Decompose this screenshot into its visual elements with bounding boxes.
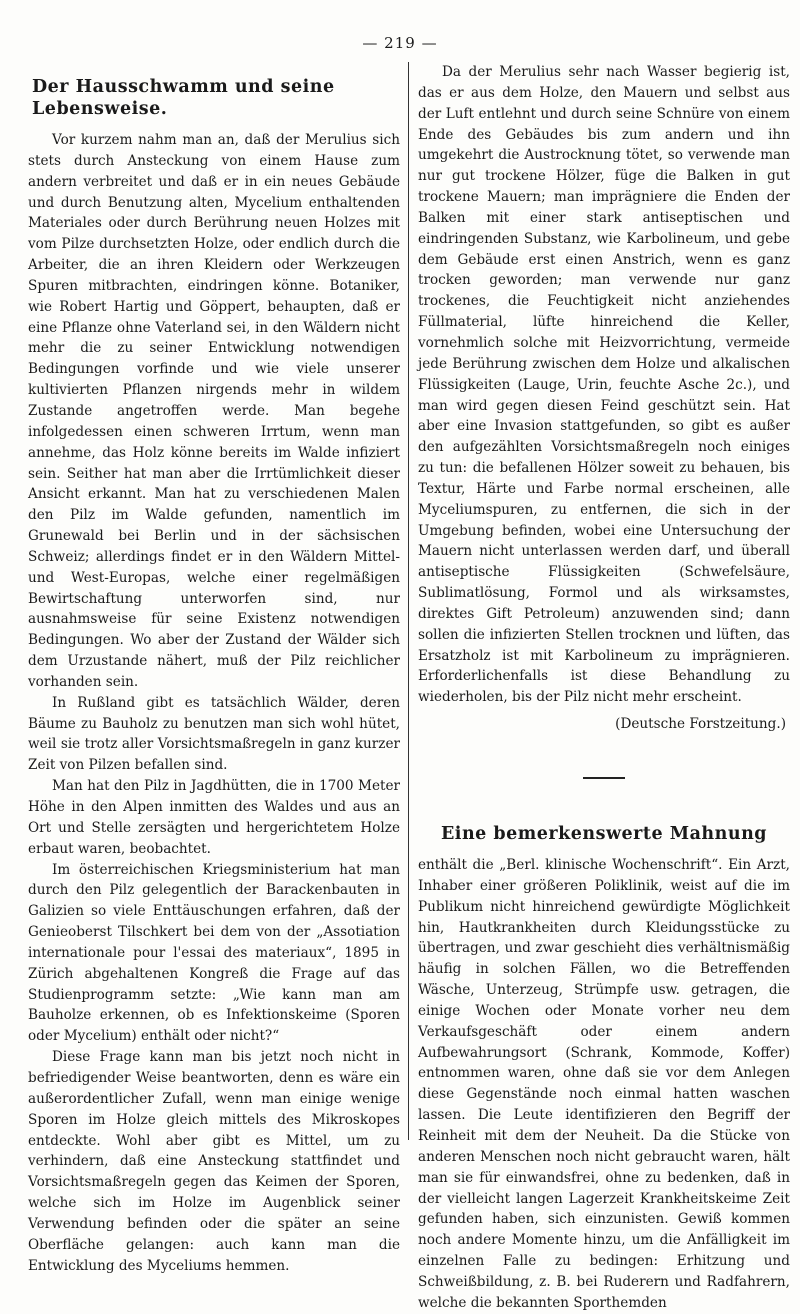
paragraph: Da der Merulius sehr nach Wasser begierig ist, das er aus dem Holze, den Mauern und selbst aus der Luft entlehnt und durch seine Schnüre von einem Ende des Gebäudes bis zum andern und ihn umgekehrt die Austrocknung tötet, so verwende man nur gut trockene Hölzer, füge die Balken in gut trockene Mauern; man imprägniere die Enden der Balken mit einer stark antiseptischen und eindringenden Substanz, wie Karbolineum, und gebe dem Gebäude erst einen Anstrich, wenn es ganz trocken geworden; man verwende nur ganz trockenes, die Feuchtigkeit nicht anziehendes Füllmaterial, lüfte hinreichend die Keller, vornehmlich solche mit Heizvorrichtung, vermeide jede Berührung zwischen dem Holze und alkalischen Flüssigkeiten (Lauge, Urin, feuchte Asche 2c.), und man wird gegen diesen Feind geschützt sein. Hat aber eine Invasion stattgefunden, so gibt es außer den aufgezählten Vorsichtsmaßregeln noch einiges zu tun: die befallenen Hölzer soweit zu behauen, bis Textur, Härte und Farbe normal erscheinen, alle Myceliumspuren, zu entfernen, die sich in der Umgebung befinden, wobei eine Untersuchung der Mauern nicht unterlassen werden darf, und überall antiseptische Flüssigkeiten (Schwefelsäure, Sublimatlösung, Formol und als wirksamstes, direktes Gift Petroleum) anzuwenden sind; dann sollen die infizierten Stellen trocknen und lüften, das Ersatzholz ist mit Karbolineum zu imprägnieren. Erforderlichenfalls ist diese Behandlung zu wiederholen, bis der Pilz nicht mehr erscheint. (418, 64, 790, 706)
paragraph: Diese Frage kann man bis jetzt noch nicht in befriedigender Weise beantworten, denn es wäre ein außerordentlicher Zufall, wenn man einige wenige Sporen im Holze gleich mittels des Mikroskopes entdeckte. Wohl aber gibt es Mittel, um zu verhindern, daß eine Ansteckung stattfindet und Vorsichtsmaßregeln gegen das Keimen der Sporen, welche sich im Holze im Augenblick seiner Verwendung befinden oder die später an seine Oberfläche gelangen: auch kann man die Entwicklung des Myceliums hemmen. (28, 1049, 400, 1274)
page-number: — 219 — (362, 34, 438, 52)
right-column (418, 62, 790, 1314)
article-title: Der Hausschwamm und seine Lebensweise. (32, 77, 335, 119)
paragraph: In Rußland gibt es tatsächlich Wälder, deren Bäume zu Bauholz zu benutzen man sich wohl hütet, weil sie trotz aller Vorsichtsmaßregeln in ganz kurzer Zeit von Pilzen befallen sind. (28, 694, 400, 774)
paragraph: Im österreichischen Kriegsministerium hat man durch den Pilz gelegentlich der Barackenbauten in Galizien so viele Enttäuschungen erfahren, daß der Genieoberst Tilschkert bei dem von der „Assotiation internationale pour l'essai des materiaux“, 1895 in Zürich abgehaltenen Kongreß die Frage auf das Studienprogramm setzte: „Wie kann man am Bauholze erkennen, ob es Infektionskeime (Sporen oder Mycelium) enthält oder nicht?“ (28, 861, 400, 1045)
left-column (28, 62, 400, 1276)
section-separator (583, 777, 625, 779)
paragraph: Vor kurzem nahm man an, daß der Merulius sich stets durch Ansteckung von einem Hause zum andern verbreitet und daß er in ein neues Gebäude und durch Benutzung alten, Mycelium enthaltenden Materiales oder durch Berührung neuen Holzes mit vom Pilze durchsetzten Holze, oder endlich durch die Arbeiter, die an ihren Kleidern oder Werkzeugen Spuren mitbrachten, eindringen könne. Botaniker, wie Robert Hartig und Göppert, behaupten, daß er eine Pflanze ohne Vaterland sei, in den Wäldern nicht mehr die zu seiner Entwicklung notwendigen Bedingungen vorfinde und wie viele unserer kultivierten Pflanzen nirgends mehr in wildem Zustande angetroffen werde. Man begehe infolgedessen einen schweren Irrtum, wenn man annehme, das Holz könne bereits im Walde infiziert sein. Seither hat man aber die Irrtümlichkeit dieser Ansicht erkannt. Man hat zu verschiedenen Malen den Pilz im Walde gefunden, namentlich im Grunewald bei Berlin und in der sächsischen Schweiz; allerdings findet er in den Wäldern Mittel- und West-Europas, welche einer regelmäßigen Bewirtschaftung unterworfen sind, nur ausnahmsweise für seine Existenz notwendigen Bedingungen. Wo aber der Zustand der Wälder sich dem Urzustande nähert, muß der Pilz reichlicher vorhanden sein. (28, 132, 400, 690)
paragraph: Man hat den Pilz in Jagdhütten, die in 1700 Meter Höhe in den Alpen inmitten des Waldes und aus an Ort und Stelle zersägten und hergerichtetem Holze erbaut waren, beobachtet. (28, 778, 400, 857)
column-divider (408, 62, 409, 1140)
article-title: Eine bemerkenswerte Mahnung (440, 824, 768, 844)
paragraph: enthält die „Berl. klinische Wochenschrift“. Ein Arzt, Inhaber einer größeren Poliklinik, weist auf die im Publikum nicht hinreichend gewürdigte Möglichkeit hin, Hautkrankheiten durch Kleidungsstücke zu übertragen, und zwar geschieht dies verhältnismäßig häufig in solchen Fällen, wo die Betreffenden Wäsche, Unterzeug, Strümpfe usw. getragen, die einige Wochen oder Monate vorher neu dem Verkaufsgeschäft oder einem andern Aufbewahrungsort (Schrank, Kommode, Koffer) entnommen waren, ohne daß sie vor dem Anlegen diese Gegenstände noch einmal hatten waschen lassen. Die Leute identifizieren den Begriff der Reinheit mit dem der Neuheit. Da die Stücke von anderen Menschen noch nicht gebraucht waren, hält man sie für einwandsfrei, ohne zu bedenken, daß in der vielleicht langen Lagerzeit Krankheitskeime Zeit gefunden haben, sich einzunisten. Gewiß kommen noch andere Momente hinzu, um die Anfälligkeit im einzelnen Falle zu bedingen: Erhitzung und Schweißbildung, z. B. bei Ruderern und Radfahrern, welche die bekannten Sporthemden (418, 857, 790, 1311)
source-credit: (Deutsche Forstzeitung.) (615, 716, 786, 733)
